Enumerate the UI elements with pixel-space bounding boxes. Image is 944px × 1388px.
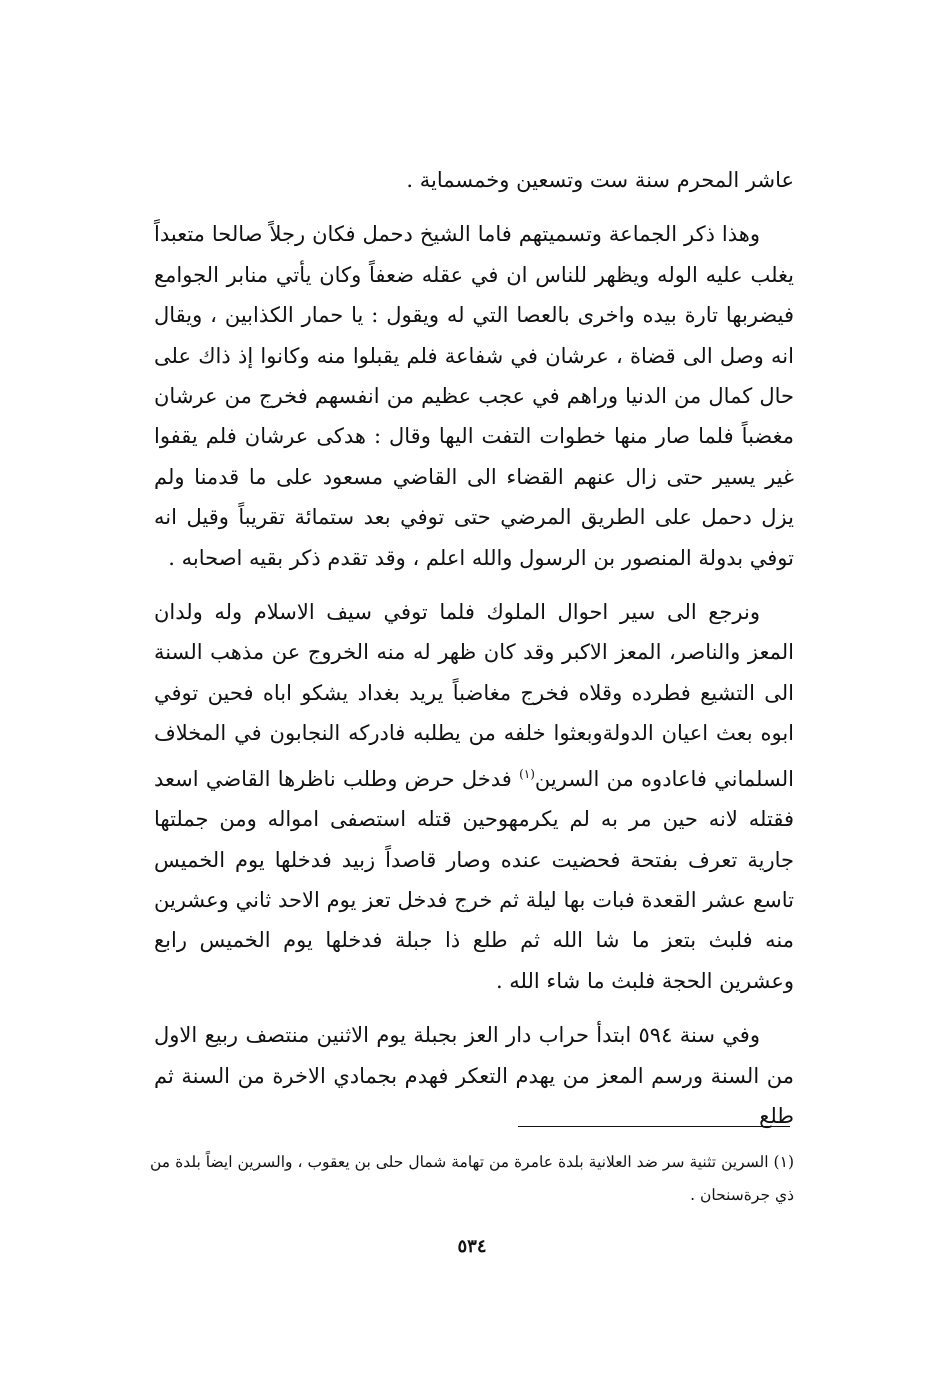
- footnote-divider: [518, 1126, 790, 1127]
- body-text: [154, 160, 794, 1136]
- paragraph-1: عاشر المحرم سنة ست وتسعين وخمسماية .: [406, 168, 794, 192]
- paragraph-3-part-b: فدخل حرض وطلب ناظرها القاضي اسعد فقتله لانه حين مر به لم يكرمهوحين قتله استصفى امواله ومن جملتها جارية تعرف بفتحة فحضيت عنده وصار قاصداً زبيد فدخلها يوم الخميس تاسع عشر القعدة فبات بها ليلة ثم خرج فدخل تعز يوم الاحد ثاني وعشرين منه فلبث بتعز ما شا الله ثم طلع ذا جبلة فدخلها يوم الخميس رابع وعشرين الحجة فلبث ما شاء الله .: [154, 766, 794, 993]
- footnotes: [150, 1146, 794, 1212]
- place-name-sarin: السرين: [534, 766, 600, 791]
- page-number: ٥٣٤: [457, 1236, 487, 1257]
- paragraph-4: وفي سنة ٥٩٤ ابتدأ حراب دار العز بجبلة يوم الاثنين منتصف ربيع الاول من السنة ورسم المعز من يهدم التعكر فهدم بجمادي الاخرة من السنة ثم طلع: [154, 1023, 794, 1128]
- paragraph-3-part-a: ونرجع الى سير احوال الملوك فلما توفي سيف الاسلام وله ولدان المعز والناصر، المعز الاكبر وقد كان ظهر له منه الخروج عن مذهب السنة الى التشيع فطرده وقلاه فخرج مغاضباً يريد بغداد يشكو اباه فحين توفي ابوه بعث اعيان الدولةوبعثوا خلفه من يطلبه فادركه النجابون في المخلاف السلماني فاعادوه من: [154, 600, 794, 791]
- paragraph-3: [154, 592, 794, 1001]
- footnote-marker: (١): [519, 766, 535, 781]
- footnote-1: (١) السرين تثنية سر ضد العلانية بلدة عامرة من تهامة شمال حلى بن يعقوب ، والسرين ايضاً بلدة من ذي جرةسنحان .: [150, 1153, 794, 1204]
- paragraph-2: وهذا ذكر الجماعة وتسميتهم فاما الشيخ دحمل فكان رجلاً صالحا متعبداً يغلب عليه الوله ويظهر للناس ان في عقله ضعفاً وكان يأتي منابر الجوامع فيضربها تارة بيده واخرى بالعصا التي له ويقول : يا حمار الكذابين ، ويقال انه وصل الى قضاة ، عرشان في شفاعة فلم يقبلوا منه وكانوا إذ ذاك على حال كمال من الدنيا وراهم في عجب عظيم من انفسهم فخرج من عرشان مغضباً فلما صار منها خطوات التفت اليها وقال : هدكى عرشان فلم يقفوا غير يسير حتى زال عنهم القضاء الى القاضي مسعود على ما قدمنا ولم يزل دحمل على الطريق المرضي حتى توفي بعد ستمائة تقريباً وقيل انه توفي بدولة المنصور بن الرسول والله اعلم ، وقد تقدم ذكر بقيه اصحابه .: [154, 222, 794, 570]
